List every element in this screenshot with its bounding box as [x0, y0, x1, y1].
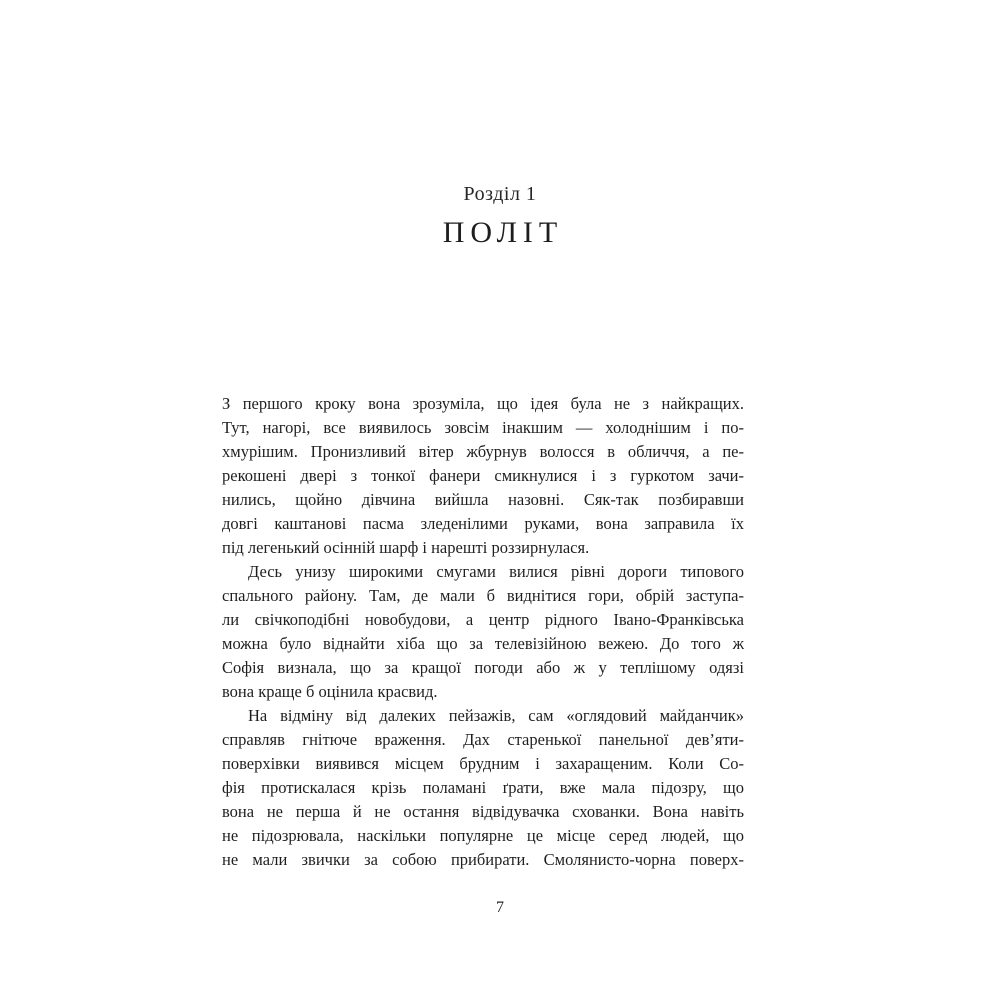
body-text	[222, 392, 744, 872]
body-line-p2-l3: ли свічкоподібні новобудови, а центр рідного Івано-Франківська	[222, 610, 744, 629]
body-line-p1-l4: рекошені двері з тонкої фанери смикнулися і з гуркотом зачи-	[222, 466, 744, 485]
body-line-p1-l3: хмурішим. Пронизливий вітер жбурнув волосся в обличчя, а пе-	[222, 442, 744, 461]
body-line-p3-l1: На відміну від далеких пейзажів, сам «оглядовий майданчик»	[248, 706, 744, 725]
chapter-title: ПОЛІТ	[442, 216, 564, 249]
body-line-p1-l5: нились, щойно дівчина вийшла назовні. Сяк-так позбиравши	[222, 490, 744, 509]
body-line-p3-l4: фія протискалася крізь поламані ґрати, вже мала підозру, що	[222, 778, 744, 797]
body-line-p3-l6: не підозрювала, наскільки популярне це місце серед людей, що	[222, 826, 744, 845]
body-line-p3-l5: вона не перша й не остання відвідувачка схованки. Вона навіть	[222, 802, 744, 821]
body-line-p1-l7: під легенький осінній шарф і нарешті роззирнулася.	[222, 538, 590, 557]
body-line-p2-l6: вона краще б оцінила красвид.	[222, 682, 438, 701]
chapter-label: Розділ 1	[463, 183, 537, 205]
body-line-p2-l4: можна було віднайти хіба що за телевізійною вежею. До того ж	[222, 634, 744, 653]
body-line-p3-l7: не мали звички за собою прибирати. Смолянисто-чорна поверх-	[222, 850, 744, 869]
body-line-p3-l3: поверхівки виявився місцем брудним і захаращеним. Коли Со-	[222, 754, 744, 773]
body-line-p1-l6: довгі каштанові пасма зледенілими руками, вона заправила їх	[222, 514, 744, 533]
body-line-p1-l1: З першого кроку вона зрозуміла, що ідея була не з найкращих.	[222, 394, 744, 413]
body-line-p2-l2: спального району. Там, де мали б виднітися гори, обрій заступа-	[222, 586, 744, 605]
body-line-p2-l1: Десь унизу широкими смугами вилися рівні дороги типового	[248, 562, 744, 581]
page-number: 7	[496, 899, 504, 916]
body-line-p1-l2: Тут, нагорі, все виявилось зовсім інакшим — холоднішим і по-	[222, 418, 744, 437]
body-line-p2-l5: Софія визнала, що за кращої погоди або ж у теплішому одязі	[222, 658, 744, 677]
body-line-p3-l2: справляв гнітюче враження. Дах старенької панельної дев’яти-	[222, 730, 744, 749]
